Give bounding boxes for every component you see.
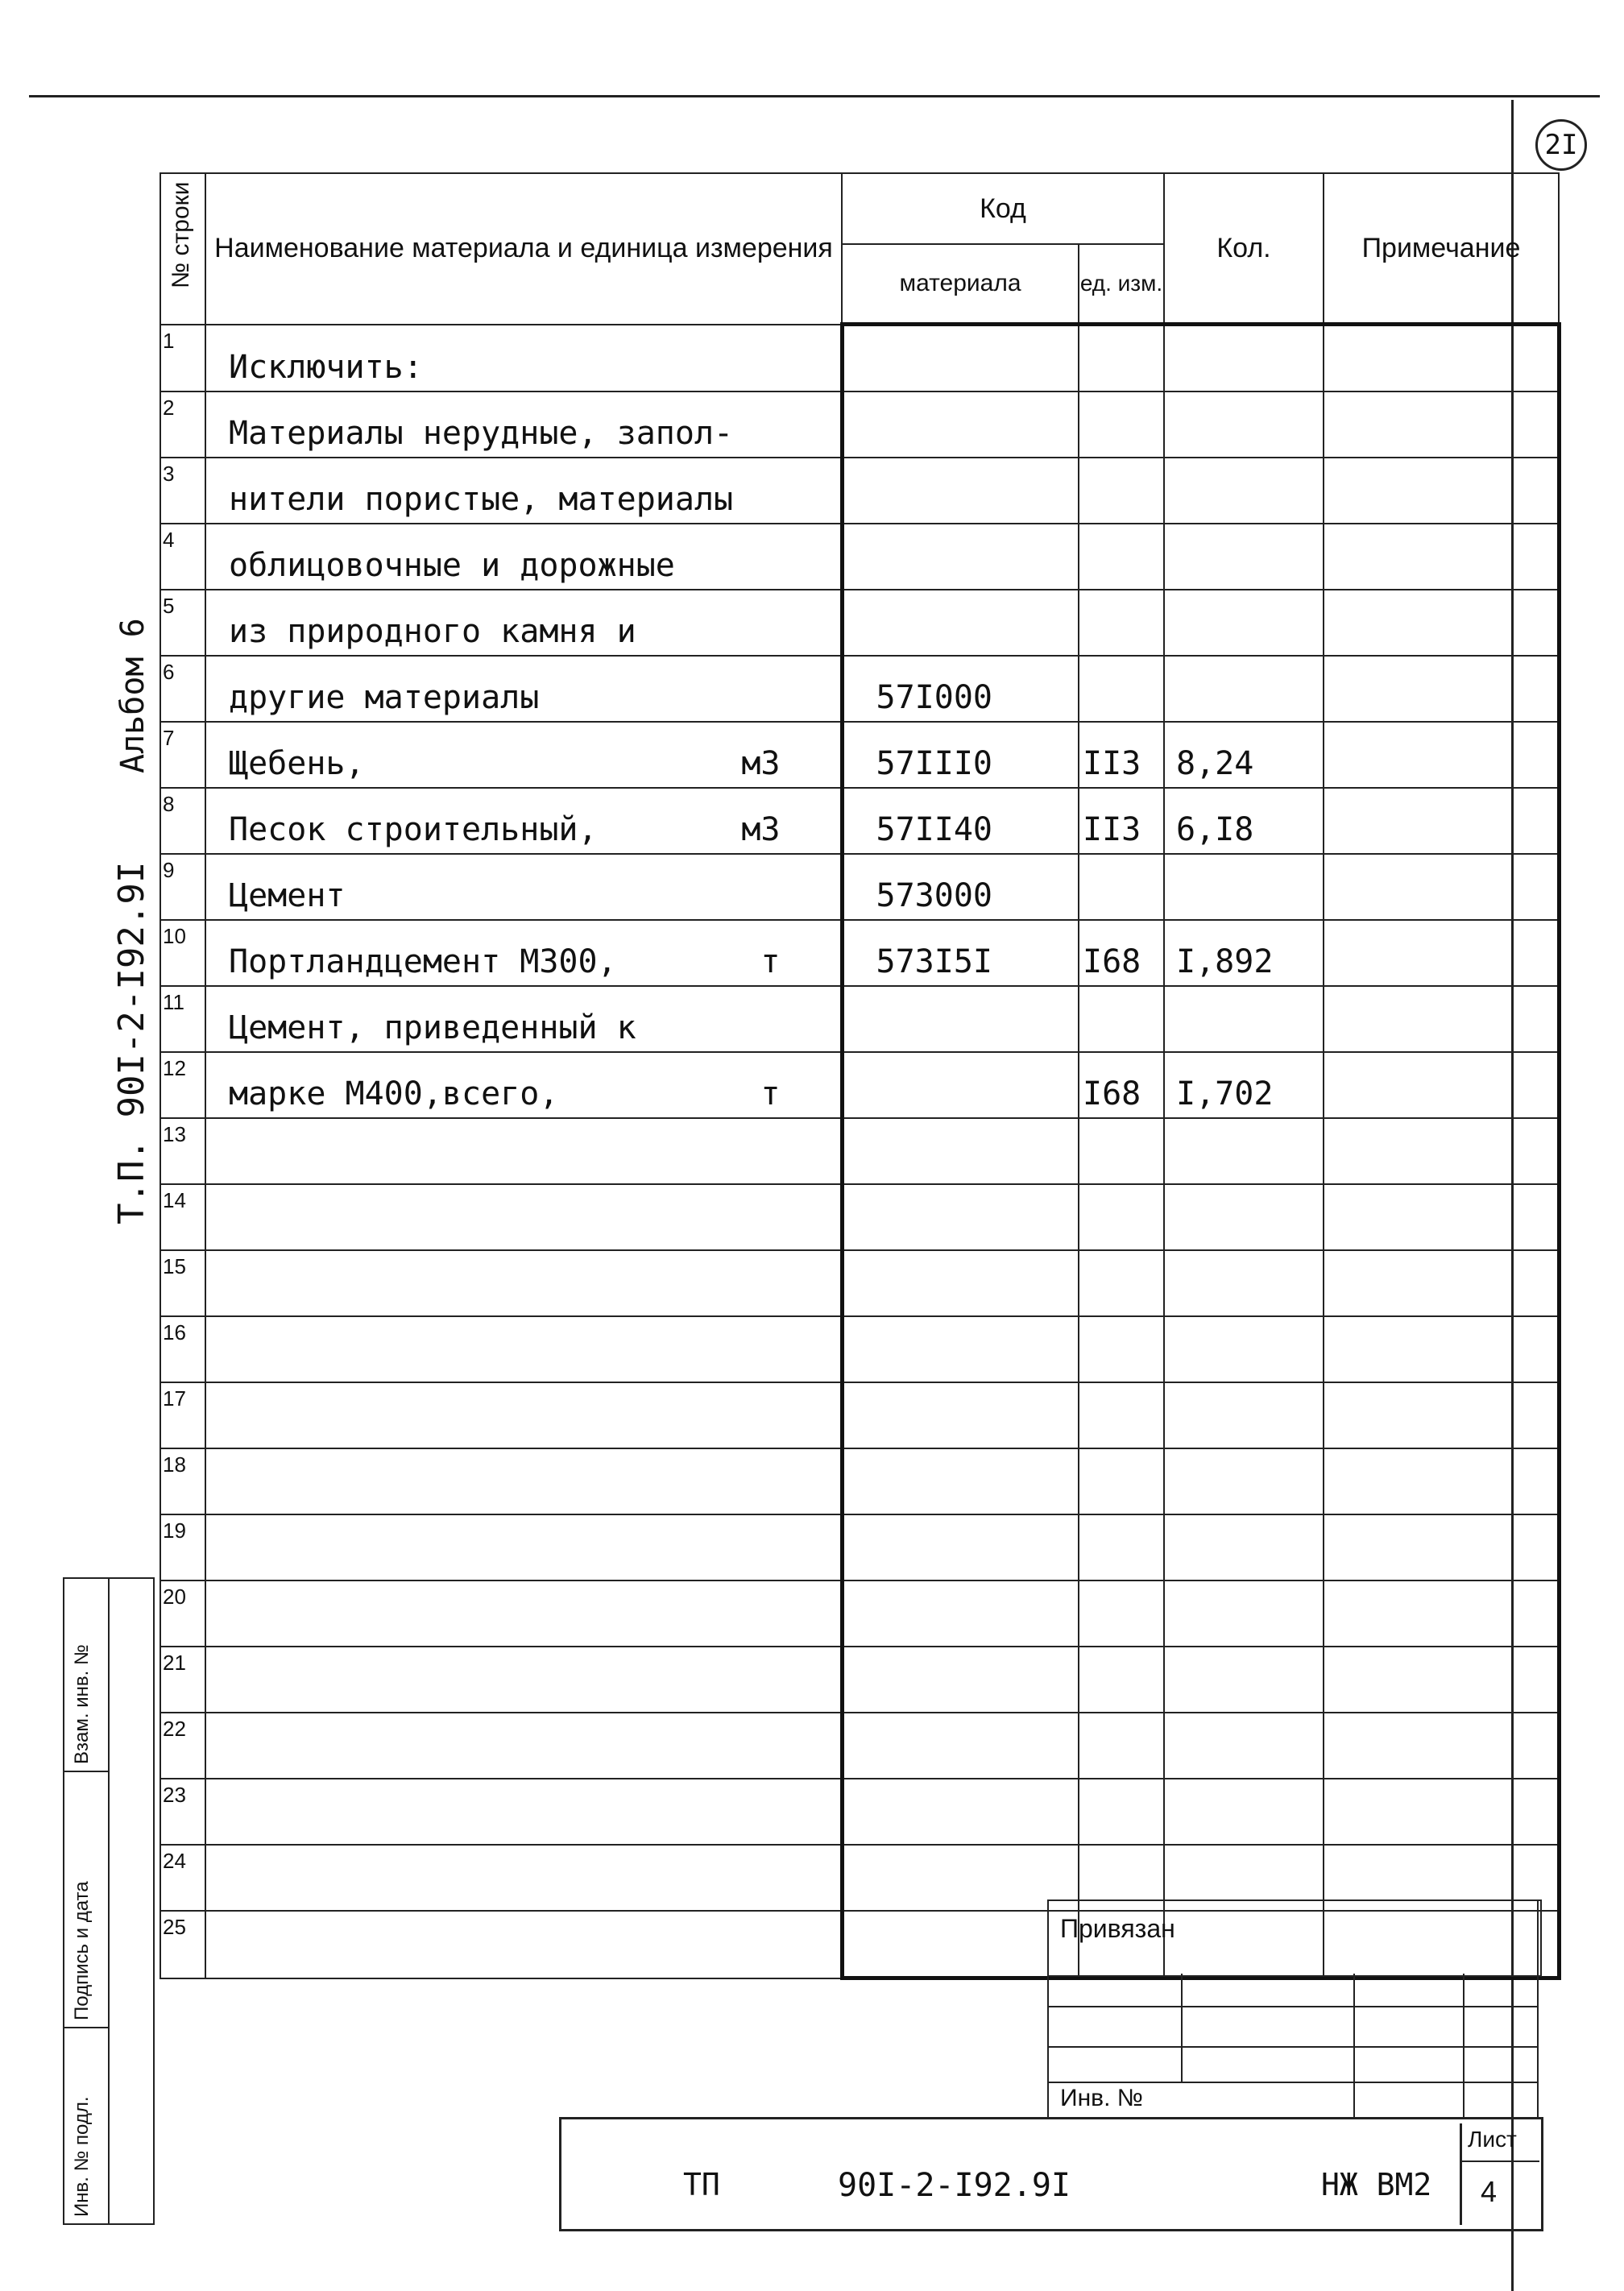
stamp-divider [108, 1579, 110, 2223]
sheet-box-divider [1462, 2160, 1539, 2162]
measure-unit: м3 [741, 811, 781, 848]
unit-code [1079, 590, 1164, 656]
measure-unit: м3 [741, 745, 781, 782]
quantity [1164, 1647, 1324, 1713]
material-name-cell [205, 392, 842, 458]
material-name-cell [205, 656, 842, 722]
quantity [1164, 1316, 1324, 1382]
material-name-cell [205, 1514, 842, 1580]
row-number: 17 [160, 1382, 205, 1448]
table-row [160, 392, 1559, 458]
stamp-cell-replacement [64, 1579, 108, 1772]
material-name-cell [205, 1448, 842, 1514]
note [1324, 986, 1559, 1052]
material-code [842, 1713, 1079, 1779]
quantity [1164, 1580, 1324, 1647]
table-row [160, 1580, 1559, 1647]
unit-code [1079, 656, 1164, 722]
header-quantity: Кол. [1164, 173, 1324, 325]
material-name-cell [205, 1118, 842, 1184]
row-number: 9 [160, 854, 205, 920]
note [1324, 656, 1559, 722]
material-name-cell [205, 986, 842, 1052]
quantity [1164, 325, 1324, 392]
unit-code [1079, 1713, 1164, 1779]
material-code: 57II40 [842, 788, 1079, 854]
quantity [1164, 854, 1324, 920]
page-number: 2I [1535, 119, 1587, 171]
table-row [160, 1382, 1559, 1448]
material-code [842, 1052, 1079, 1118]
quantity: 8,24 [1164, 722, 1324, 788]
bound-label: Привязан [1060, 1914, 1175, 1943]
stamp-mark: НЖ ВМ2 [1321, 2167, 1432, 2202]
quantity: I,892 [1164, 920, 1324, 986]
bound-grid-line [1181, 1974, 1183, 2082]
table-row [160, 1779, 1559, 1845]
unit-code: II3 [1079, 722, 1164, 788]
unit-code [1079, 1118, 1164, 1184]
table-row [160, 590, 1559, 656]
table-row [160, 524, 1559, 590]
unit-code [1079, 392, 1164, 458]
row-number: 3 [160, 458, 205, 524]
row-number: 12 [160, 1052, 205, 1118]
note [1324, 1514, 1559, 1580]
note [1324, 1779, 1559, 1845]
bound-grid-line [1047, 2082, 1539, 2083]
note [1324, 590, 1559, 656]
inventory-label: Инв. № [1060, 2085, 1143, 2111]
table-row [160, 1647, 1559, 1713]
quantity: 6,I8 [1164, 788, 1324, 854]
note [1324, 1647, 1559, 1713]
note [1324, 1052, 1559, 1118]
row-number: 25 [160, 1911, 205, 1978]
quantity [1164, 986, 1324, 1052]
header-row-number-label: № строки [168, 180, 194, 288]
material-code [842, 1779, 1079, 1845]
material-code [842, 590, 1079, 656]
material-name: Щебень, [229, 745, 365, 782]
material-name: другие материалы [229, 679, 540, 716]
note [1324, 1118, 1559, 1184]
row-number: 20 [160, 1580, 205, 1647]
table-row [160, 1118, 1559, 1184]
approval-stamp-strip [63, 1577, 155, 2225]
material-code [842, 1845, 1079, 1911]
quantity [1164, 1118, 1324, 1184]
unit-code [1079, 1382, 1164, 1448]
material-name: из природного камня и [229, 613, 636, 650]
stamp-replacement-label: Взам. инв. № [71, 1644, 93, 1764]
material-name: Песок строительный, [229, 811, 598, 848]
material-name-cell [205, 1779, 842, 1845]
bound-grid-line [1463, 1974, 1464, 2117]
material-name: Исключить: [229, 349, 423, 386]
unit-code [1079, 1779, 1164, 1845]
material-name-cell [205, 1713, 842, 1779]
row-number: 14 [160, 1184, 205, 1250]
bound-block [1047, 1900, 1542, 1977]
material-code [842, 524, 1079, 590]
unit-code [1079, 986, 1164, 1052]
material-name-cell [205, 854, 842, 920]
note [1324, 854, 1559, 920]
material-name-cell [205, 788, 842, 854]
header-name: Наименование материала и единица измерения [205, 173, 842, 325]
bound-grid-line [1047, 1974, 1049, 2117]
row-number: 7 [160, 722, 205, 788]
measure-unit: т [760, 943, 781, 980]
unit-code [1079, 1448, 1164, 1514]
note [1324, 920, 1559, 986]
quantity [1164, 1448, 1324, 1514]
header-unit-code: ед. изм. [1079, 244, 1164, 325]
material-name-cell [205, 1250, 842, 1316]
row-number: 16 [160, 1316, 205, 1382]
material-code: 573000 [842, 854, 1079, 920]
material-name-cell [205, 1052, 842, 1118]
row-number: 22 [160, 1713, 205, 1779]
quantity [1164, 656, 1324, 722]
unit-code [1079, 458, 1164, 524]
sheet-label: Лист [1468, 2127, 1517, 2152]
material-code [842, 1316, 1079, 1382]
unit-code [1079, 1647, 1164, 1713]
document-side-code: Т.П. 90I-2-I92.9I [111, 861, 152, 1224]
material-code [842, 1448, 1079, 1514]
material-code [842, 1647, 1079, 1713]
unit-code [1079, 854, 1164, 920]
material-name-cell [205, 590, 842, 656]
stamp-document-code: 90I-2-I92.9I [838, 2167, 1071, 2204]
header-material-code: материала [842, 244, 1079, 325]
material-code [842, 1118, 1079, 1184]
table-row [160, 986, 1559, 1052]
material-name-cell [205, 1316, 842, 1382]
table-row [160, 1250, 1559, 1316]
header-row-number [160, 173, 205, 325]
material-code [842, 458, 1079, 524]
unit-code [1079, 1316, 1164, 1382]
row-number: 23 [160, 1779, 205, 1845]
material-code [842, 325, 1079, 392]
material-name: Материалы нерудные, запол- [229, 415, 734, 452]
table-row [160, 1514, 1559, 1580]
unit-code [1079, 524, 1164, 590]
stamp-signature-label: Подпись и дата [71, 1881, 93, 2020]
row-number: 19 [160, 1514, 205, 1580]
row-number: 15 [160, 1250, 205, 1316]
row-number: 2 [160, 392, 205, 458]
unit-code [1079, 325, 1164, 392]
stamp-original-label: Инв. № подл. [71, 2096, 93, 2217]
table-row [160, 854, 1559, 920]
note [1324, 1316, 1559, 1382]
material-code: 57III0 [842, 722, 1079, 788]
material-code [842, 1580, 1079, 1647]
quantity [1164, 1184, 1324, 1250]
row-number: 24 [160, 1845, 205, 1911]
unit-code [1079, 1580, 1164, 1647]
unit-code [1079, 1514, 1164, 1580]
material-name: Цемент, приведенный к [229, 1009, 636, 1046]
note [1324, 788, 1559, 854]
unit-code: II3 [1079, 788, 1164, 854]
material-name-cell [205, 1382, 842, 1448]
material-code [842, 1382, 1079, 1448]
unit-code: I68 [1079, 1052, 1164, 1118]
bound-grid-line [1047, 2046, 1539, 2048]
album-label: Альбом 6 [114, 618, 151, 773]
note [1324, 1713, 1559, 1779]
row-number: 13 [160, 1118, 205, 1184]
material-name: Портландцемент М300, [229, 943, 617, 980]
material-name: марке М400,всего, [229, 1075, 559, 1112]
table-row [160, 788, 1559, 854]
materials-sheet [160, 172, 1558, 1980]
material-name-cell [205, 722, 842, 788]
stamp-tp: ТП [683, 2167, 720, 2202]
material-name-cell [205, 458, 842, 524]
quantity [1164, 1382, 1324, 1448]
table-row [160, 656, 1559, 722]
quantity: I,702 [1164, 1052, 1324, 1118]
material-code [842, 1184, 1079, 1250]
row-number: 18 [160, 1448, 205, 1514]
stamp-cell-signature [64, 1771, 108, 2028]
quantity [1164, 524, 1324, 590]
bound-grid-line [1047, 2006, 1539, 2007]
row-number: 5 [160, 590, 205, 656]
table-row [160, 1184, 1559, 1250]
sheet-number: 4 [1481, 2175, 1498, 2208]
header-code: Код [842, 173, 1164, 244]
quantity [1164, 1250, 1324, 1316]
unit-code [1079, 1184, 1164, 1250]
note [1324, 722, 1559, 788]
material-name-cell [205, 1845, 842, 1911]
material-name-cell [205, 920, 842, 986]
table-row [160, 1052, 1559, 1118]
material-code [842, 1250, 1079, 1316]
note [1324, 1448, 1559, 1514]
materials-rows [160, 325, 1559, 1978]
material-name: Цемент [229, 877, 346, 914]
top-rule [29, 95, 1600, 97]
quantity [1164, 458, 1324, 524]
note [1324, 524, 1559, 590]
bound-grid-line [1537, 1900, 1539, 2117]
table-row [160, 325, 1559, 392]
material-name-cell [205, 1911, 842, 1978]
note [1324, 392, 1559, 458]
table-row [160, 722, 1559, 788]
note [1324, 1382, 1559, 1448]
table-row [160, 920, 1559, 986]
row-number: 6 [160, 656, 205, 722]
stamp-cell-original [64, 2027, 108, 2222]
measure-unit: т [760, 1075, 781, 1112]
material-code [842, 1514, 1079, 1580]
row-number: 10 [160, 920, 205, 986]
material-name-cell [205, 1580, 842, 1647]
material-code [842, 986, 1079, 1052]
material-name-cell [205, 1184, 842, 1250]
table-row [160, 458, 1559, 524]
quantity [1164, 1779, 1324, 1845]
material-code [842, 392, 1079, 458]
table-row [160, 1713, 1559, 1779]
material-name: облицовочные и дорожные [229, 547, 675, 584]
quantity [1164, 1514, 1324, 1580]
note [1324, 1184, 1559, 1250]
unit-code: I68 [1079, 920, 1164, 986]
header-note: Примечание [1324, 173, 1559, 325]
material-code [842, 1911, 1079, 1978]
unit-code [1079, 1250, 1164, 1316]
material-name: нители пористые, материалы [229, 481, 734, 518]
quantity [1164, 590, 1324, 656]
material-name-cell [205, 1647, 842, 1713]
material-code: 57I000 [842, 656, 1079, 722]
row-number: 1 [160, 325, 205, 392]
material-code: 573I5I [842, 920, 1079, 986]
table-row [160, 1448, 1559, 1514]
note [1324, 458, 1559, 524]
materials-table [160, 172, 1561, 1980]
quantity [1164, 392, 1324, 458]
material-name-cell [205, 325, 842, 392]
row-number: 11 [160, 986, 205, 1052]
quantity [1164, 1713, 1324, 1779]
bound-grid-line [1353, 1974, 1355, 2117]
note [1324, 1250, 1559, 1316]
row-number: 8 [160, 788, 205, 854]
row-number: 21 [160, 1647, 205, 1713]
row-number: 4 [160, 524, 205, 590]
note [1324, 1580, 1559, 1647]
note [1324, 325, 1559, 392]
material-name-cell [205, 524, 842, 590]
table-row [160, 1316, 1559, 1382]
